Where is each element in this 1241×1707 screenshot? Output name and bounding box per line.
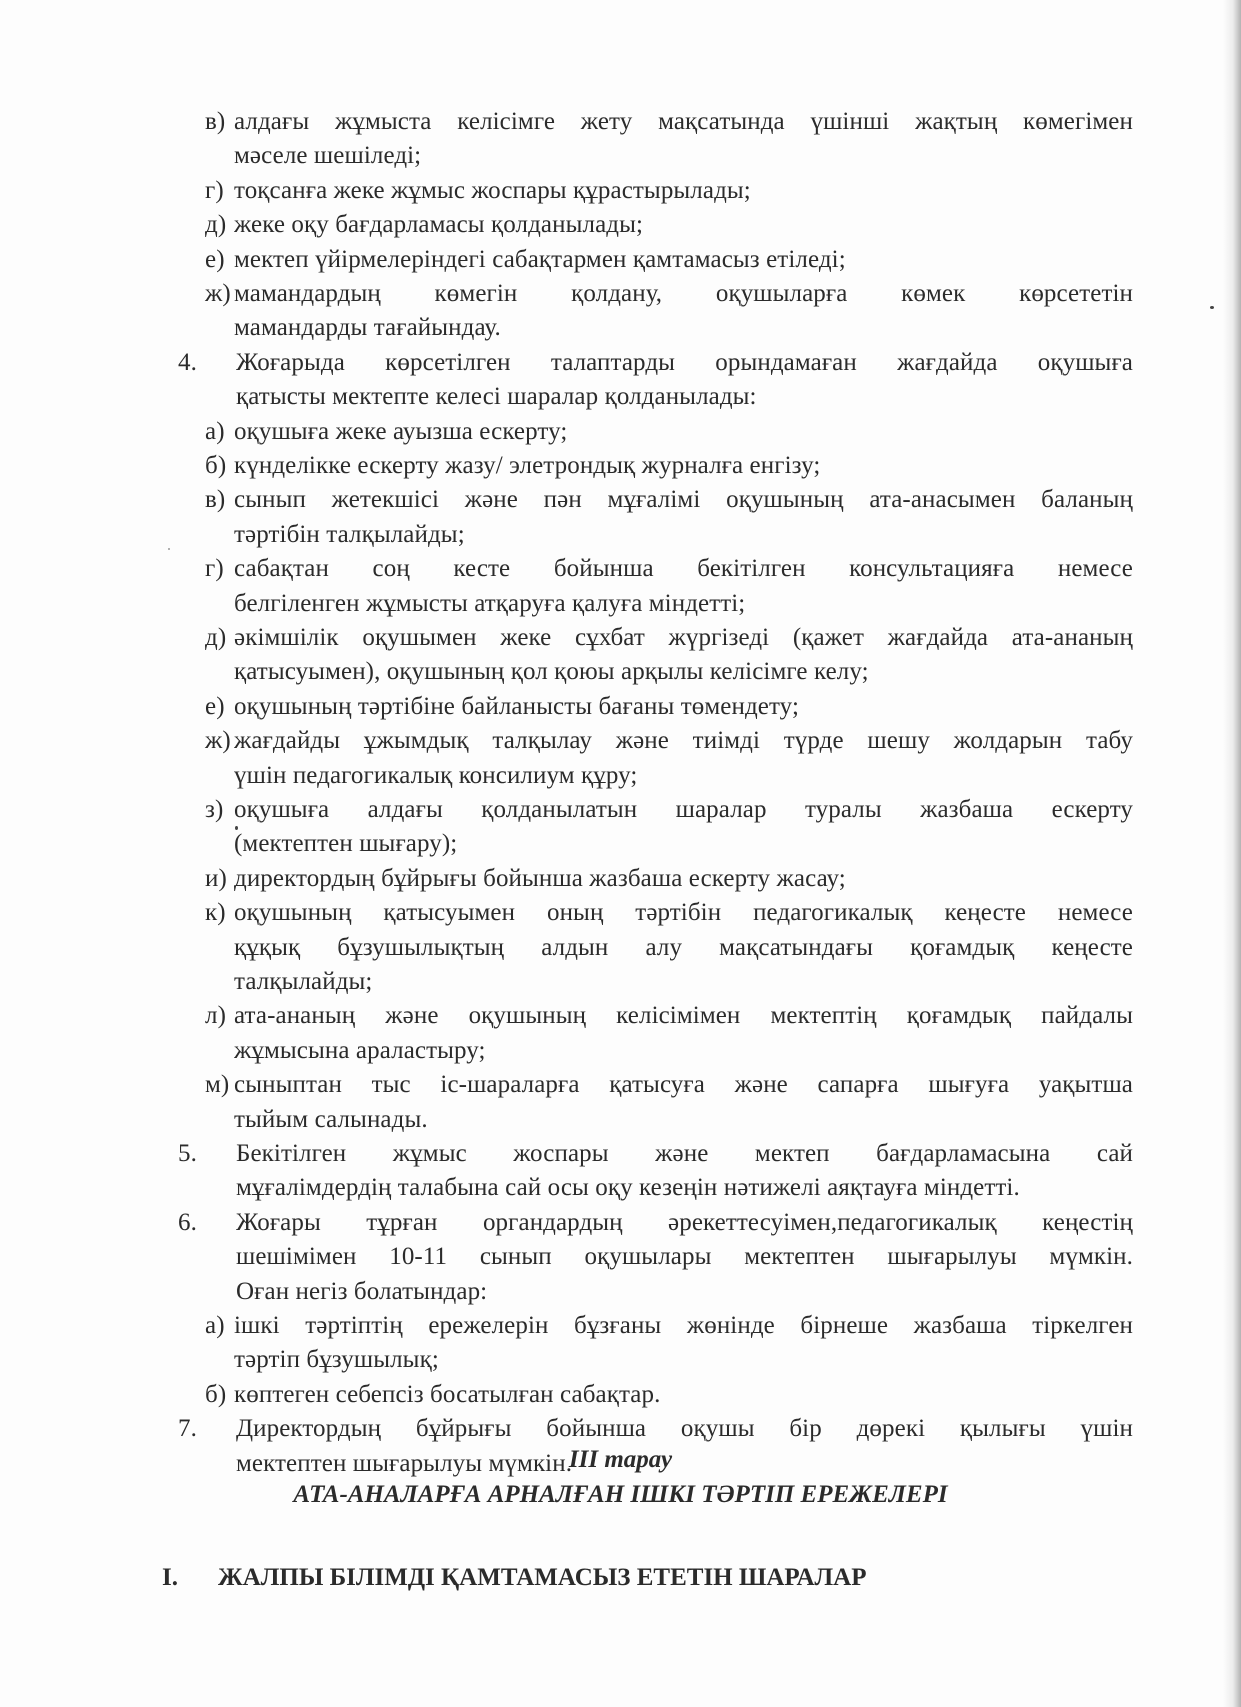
scan-speck — [168, 548, 170, 550]
list-letter: д) — [205, 211, 227, 238]
list-item-line: қатысты мектепте келесі шаралар қолданылады: — [236, 383, 757, 410]
list-item-line: шешімімен 10-11 сынып оқушылары мектептен шығарылуы мүмкін. — [236, 1243, 1133, 1270]
list-item-line: оқушының тәртібіне байланысты бағаны төмендету; — [234, 693, 800, 720]
chapter-number: III тарау — [568, 1446, 673, 1473]
list-letter: в) — [205, 486, 226, 513]
list-letter: а) — [205, 418, 225, 445]
list-number: 4. — [178, 349, 197, 376]
list-item-line: Оған негіз болатындар: — [236, 1278, 488, 1305]
list-item-line: тыйым салынады. — [234, 1106, 428, 1133]
list-letter: м) — [205, 1071, 230, 1098]
list-letter: а) — [205, 1312, 225, 1339]
scan-speck — [1210, 306, 1214, 309]
list-item-line: оқушыға жеке ауызша ескерту; — [234, 418, 568, 445]
list-item-line: тоқсанға жеке жұмыс жоспары құрастырылады; — [234, 177, 751, 204]
list-letter: ж) — [205, 280, 231, 307]
list-item-line: құқық бұзушылықтың алдын алу мақсатындағы қоғамдық кеңесте — [234, 934, 1133, 961]
list-item-line: сыныптан тыс іс-шараларға қатысуға және сапарға шығуға уақытша — [234, 1071, 1133, 1098]
list-item-line: көптеген себепсіз босатылған сабақтар. — [234, 1381, 661, 1408]
list-item-line: директордың бұйрығы бойынша жазбаша ескерту жасау; — [234, 865, 846, 892]
list-item-line: мамандарды тағайындау. — [234, 314, 501, 341]
list-item-line: белгіленген жұмысты атқаруға қалуға міндетті; — [234, 590, 746, 617]
list-item-line: Директордың бұйрығы бойынша оқушы бір дөрекі қылығы үшін — [236, 1415, 1133, 1442]
list-letter: б) — [205, 452, 227, 479]
list-letter: б) — [205, 1381, 227, 1408]
list-item-line: мектеп үйірмелеріндегі сабақтармен қамтамасыз етіледі; — [234, 246, 846, 273]
list-item-line: сынып жетекшісі және пән мұғалімі оқушының ата-анасымен баланың — [234, 486, 1133, 513]
list-item-line: талқылайды; — [234, 968, 373, 995]
list-number: 7. — [178, 1415, 197, 1442]
list-item-line: сабақтан соң кесте бойынша бекітілген консультацияға немесе — [234, 555, 1133, 582]
section-number: I. — [162, 1564, 178, 1591]
list-letter: з) — [205, 796, 224, 823]
list-item-line: тәртібін талқылайды; — [234, 521, 465, 548]
list-item-line: Жоғарыда көрсетілген талаптарды орындамаған жағдайда оқушыға — [236, 349, 1133, 376]
list-item-line: ата-ананың және оқушының келісімімен мектептің қоғамдық пайдалы — [234, 1002, 1133, 1029]
list-letter: в) — [205, 108, 226, 135]
list-letter: л) — [205, 1002, 227, 1029]
list-item-line: оқушыға алдағы қолданылатын шаралар туралы жазбаша ескерту — [234, 796, 1133, 823]
list-letter: е) — [205, 246, 225, 273]
list-item-line: оқушының қатысуымен оның тәртібін педагогикалық кеңесте немесе — [234, 899, 1133, 926]
list-item-line: жағдайды ұжымдық талқылау және тиімді түрде шешу жолдарын табу — [234, 727, 1133, 754]
list-item-line: мамандардың көмегін қолдану, оқушыларға көмек көрсететін — [234, 280, 1133, 307]
chapter-title: АТА-АНАЛАРҒА АРНАЛҒАН ІШКІ ТӘРТІП ЕРЕЖЕЛЕРІ — [293, 1481, 948, 1508]
list-letter: е) — [205, 693, 225, 720]
list-item-line: үшін педагогикалық консилиум құру; — [234, 762, 638, 789]
section-title: ЖАЛПЫ БІЛІМДІ ҚАМТАМАСЫЗ ЕТЕТІН ШАРАЛАР — [218, 1564, 867, 1591]
list-letter: г) — [205, 555, 224, 582]
list-item-line: мәселе шешіледі; — [234, 142, 422, 169]
list-item-line: жеке оқу бағдарламасы қолданылады; — [234, 211, 644, 238]
list-number: 5. — [178, 1140, 197, 1167]
list-letter: и) — [205, 865, 227, 892]
list-item-line: мектептен шығарылуы мүмкін. — [236, 1450, 573, 1477]
list-item-line: алдағы жұмыста келісімге жету мақсатында үшінші жақтың көмегімен — [234, 108, 1133, 135]
list-item-line: күнделікке ескерту жазу/ элетрондық журналға енгізу; — [234, 452, 821, 479]
list-number: 6. — [178, 1209, 197, 1236]
list-letter: д) — [205, 624, 227, 651]
list-item-line: Бекітілген жұмыс жоспары және мектеп бағдарламасына сай — [236, 1140, 1133, 1167]
list-item-line: Жоғары тұрған органдардың әрекеттесуімен,педагогикалық кеңестің — [236, 1209, 1133, 1236]
list-item-line: қатысуымен), оқушының қол қоюы арқылы келісімге келу; — [234, 658, 869, 685]
list-item-line: жұмысына араластыру; — [234, 1037, 486, 1064]
list-item-line: (мектептен шығару); — [234, 830, 458, 857]
list-letter: г) — [205, 177, 224, 204]
list-item-line: ішкі тәртіптің ережелерін бұзғаны жөнінде бірнеше жазбаша тіркелген — [234, 1312, 1133, 1339]
list-letter: к) — [205, 899, 226, 926]
list-item-line: тәртіп бұзушылық; — [234, 1346, 439, 1373]
list-item-line: әкімшілік оқушымен жеке сұхбат жүргізеді (қажет жағдайда ата-ананың — [234, 624, 1133, 651]
list-letter: ж) — [205, 727, 231, 754]
list-item-line: мұғалімдердің талабына сай осы оқу кезеңін нәтижелі аяқтауға міндетті. — [236, 1174, 1020, 1201]
